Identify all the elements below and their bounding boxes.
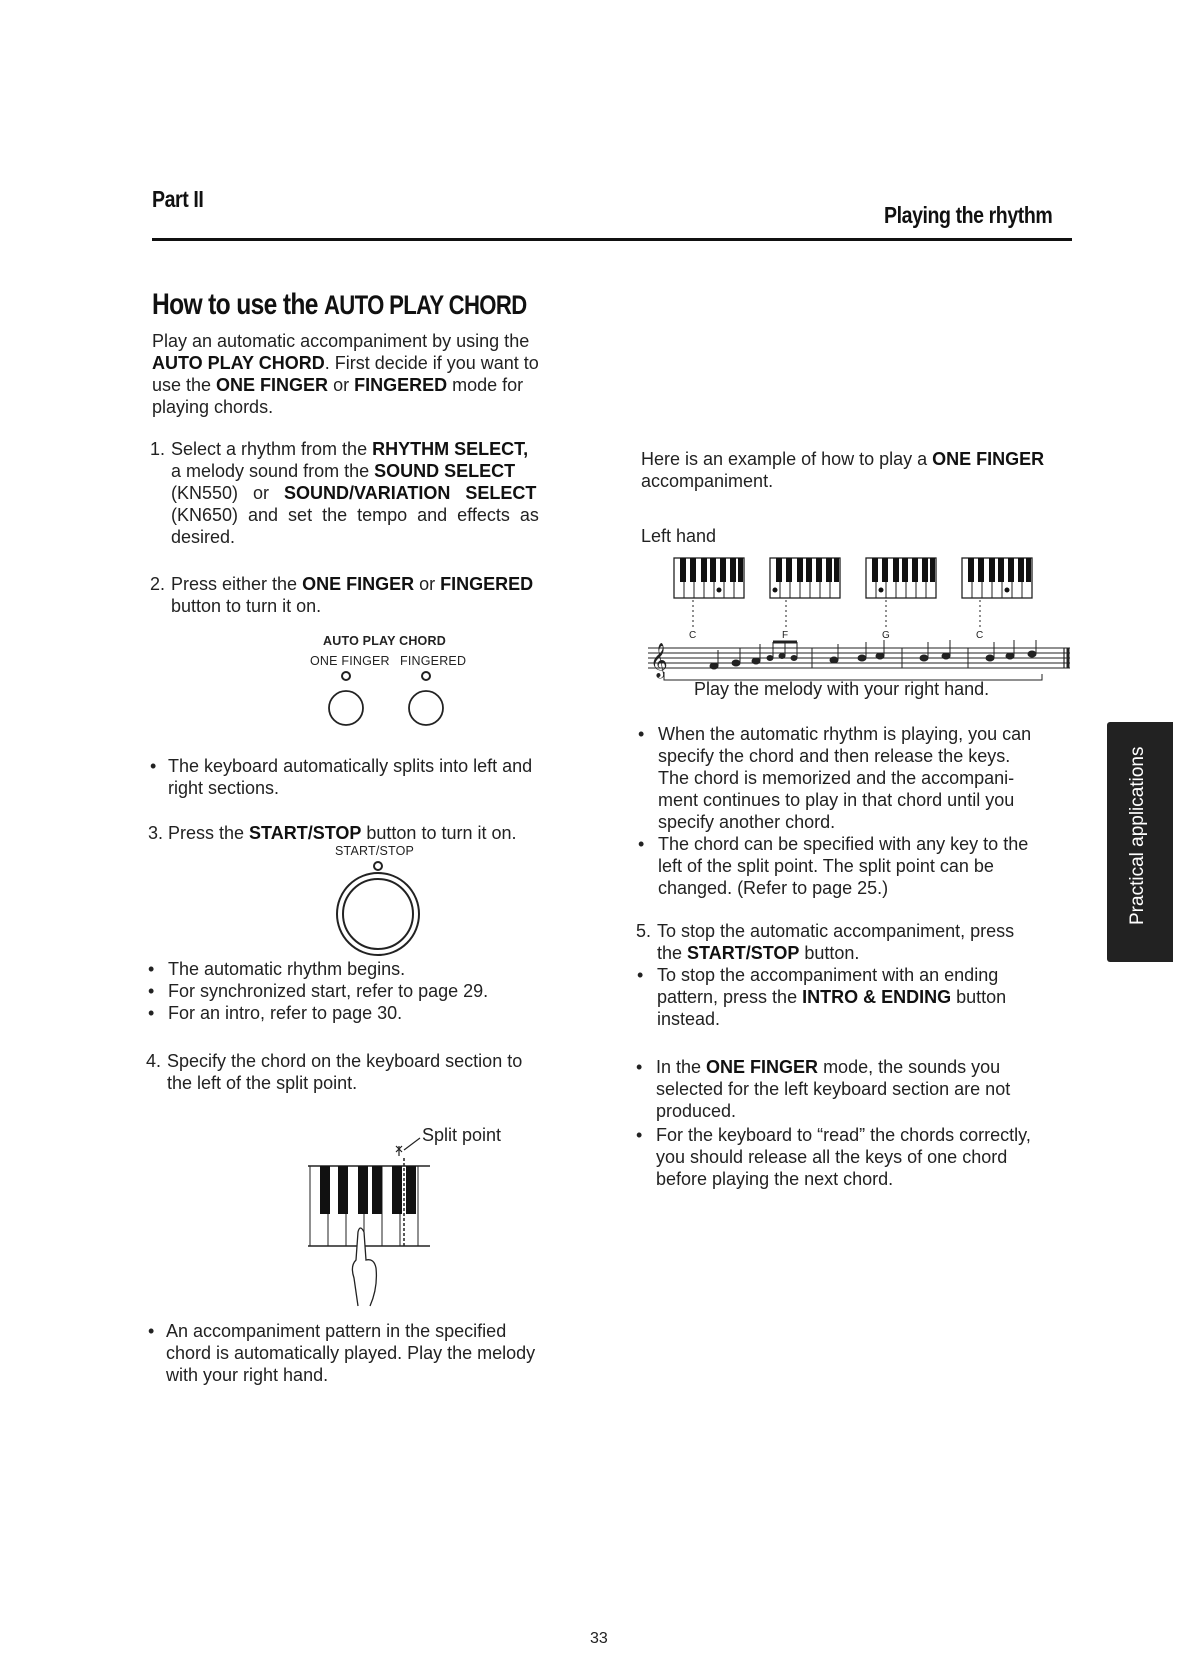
chord-label-g: G <box>882 630 890 641</box>
header-rule <box>152 238 1072 241</box>
bullet-split-point-text: The chord can be specified with any key to the left of the split point. The split point can be changed. (Refer to page 25.) <box>658 834 1029 898</box>
split-pointer-line <box>404 1138 420 1150</box>
bullet-memorized-text: When the automatic rhythm is playing, you can specify the chord and then release the keys. The chord is memorized and the accompani- ment continues to play in that chord until you specify another chord. <box>658 724 1032 832</box>
split-star-icon <box>396 1146 402 1156</box>
fig-one-finger-label: ONE FINGER <box>310 654 390 668</box>
pressing-finger-icon <box>352 1228 376 1306</box>
melody-caption: Play the melody with your right hand. <box>694 679 990 699</box>
start-stop-button-diagram <box>330 858 430 958</box>
keyboard-f-chord <box>770 558 840 598</box>
bullet-dot: • <box>150 756 157 776</box>
step-4-text: Specify the chord on the keyboard section to the left of the split point. <box>167 1051 523 1093</box>
left-hand-label: Left hand <box>641 526 717 546</box>
treble-clef-icon: 𝄞 <box>650 643 668 678</box>
step-2-text: Press either the ONE FINGER or FINGERED button to turn it on. <box>171 574 534 616</box>
step-3-text: Press the START/STOP button to turn it on. <box>168 823 517 843</box>
page-number: 33 <box>590 1630 608 1647</box>
header-section-title: Playing the rhythm <box>884 202 1053 228</box>
split-point-label: Split point <box>422 1125 502 1145</box>
one-finger-led <box>342 672 350 680</box>
bullets-step3: • The automatic rhythm begins. • For synchronized start, refer to page 29. • For an intro, refer to page 30. <box>148 959 489 1023</box>
start-stop-button-inner <box>343 879 413 949</box>
chord-label-c2: C <box>976 630 984 641</box>
bullet-split-text: The keyboard automatically splits into left and right sections. <box>168 756 533 798</box>
step-5-text: To stop the automatic accompaniment, press the START/STOP button. <box>657 921 1015 963</box>
step-2-number: 2. <box>150 574 166 594</box>
bullet-ending-text: To stop the accompaniment with an ending pattern, press the INTRO & ENDING button instead. <box>657 965 1007 1029</box>
page-title: How to use the AUTO PLAY CHORD <box>152 288 527 321</box>
keyboard-g-chord <box>866 558 936 598</box>
bullet-pattern-text: An accompaniment pattern in the specified chord is automatically played. Play the melody with your right hand. <box>166 1321 536 1385</box>
fingered-button <box>409 691 443 725</box>
split-point-keyboard-diagram <box>300 1128 440 1318</box>
side-tab-label: Practical applications <box>1127 746 1148 925</box>
one-finger-fingered-buttons-diagram <box>320 668 440 728</box>
start-stop-led <box>374 862 382 870</box>
fingered-led <box>422 672 430 680</box>
keyboard-c2-chord <box>962 558 1032 598</box>
header-part: Part II <box>152 186 204 212</box>
chord-label-c: C <box>689 630 697 641</box>
step-4-number: 4. <box>146 1051 162 1071</box>
step-1-text: Select a rhythm from the RHYTHM SELECT, a melody sound from the SOUND SELECT (KN550) or SOUND/VARIATION SELECT (KN650) and set the tempo and effects as desired. <box>171 439 539 547</box>
bullet-one-finger-mode-text: In the ONE FINGER mode, the sounds you selected for the left keyboard section are not produced. <box>656 1057 1011 1121</box>
one-finger-button <box>329 691 363 725</box>
melody-notes <box>710 640 1036 669</box>
step-5-number: 5. <box>636 921 652 941</box>
intro-paragraph: Play an automatic accompaniment by using the AUTO PLAY CHORD. First decide if you want to use the ONE FINGER or FINGERED mode for playing chords. <box>152 331 539 417</box>
step-1-number: 1. <box>150 439 166 459</box>
fig-auto-play-chord-title: AUTO PLAY CHORD <box>323 634 446 648</box>
keyboard-c-chord <box>674 558 744 598</box>
bullet-release-keys-text: For the keyboard to “read” the chords correctly, you should release all the keys of one chord before playing the next chord. <box>656 1125 1031 1189</box>
chord-label-f: F <box>782 630 789 641</box>
start-stop-button-outer <box>337 873 419 955</box>
step-3-number: 3. <box>148 823 164 843</box>
fig-fingered-label: FINGERED <box>400 654 467 668</box>
example-intro: Here is an example of how to play a ONE FINGER accompaniment. <box>641 449 1045 491</box>
fig-start-stop-label: START/STOP <box>335 844 415 858</box>
chord-keyboards-diagram <box>660 556 1060 636</box>
